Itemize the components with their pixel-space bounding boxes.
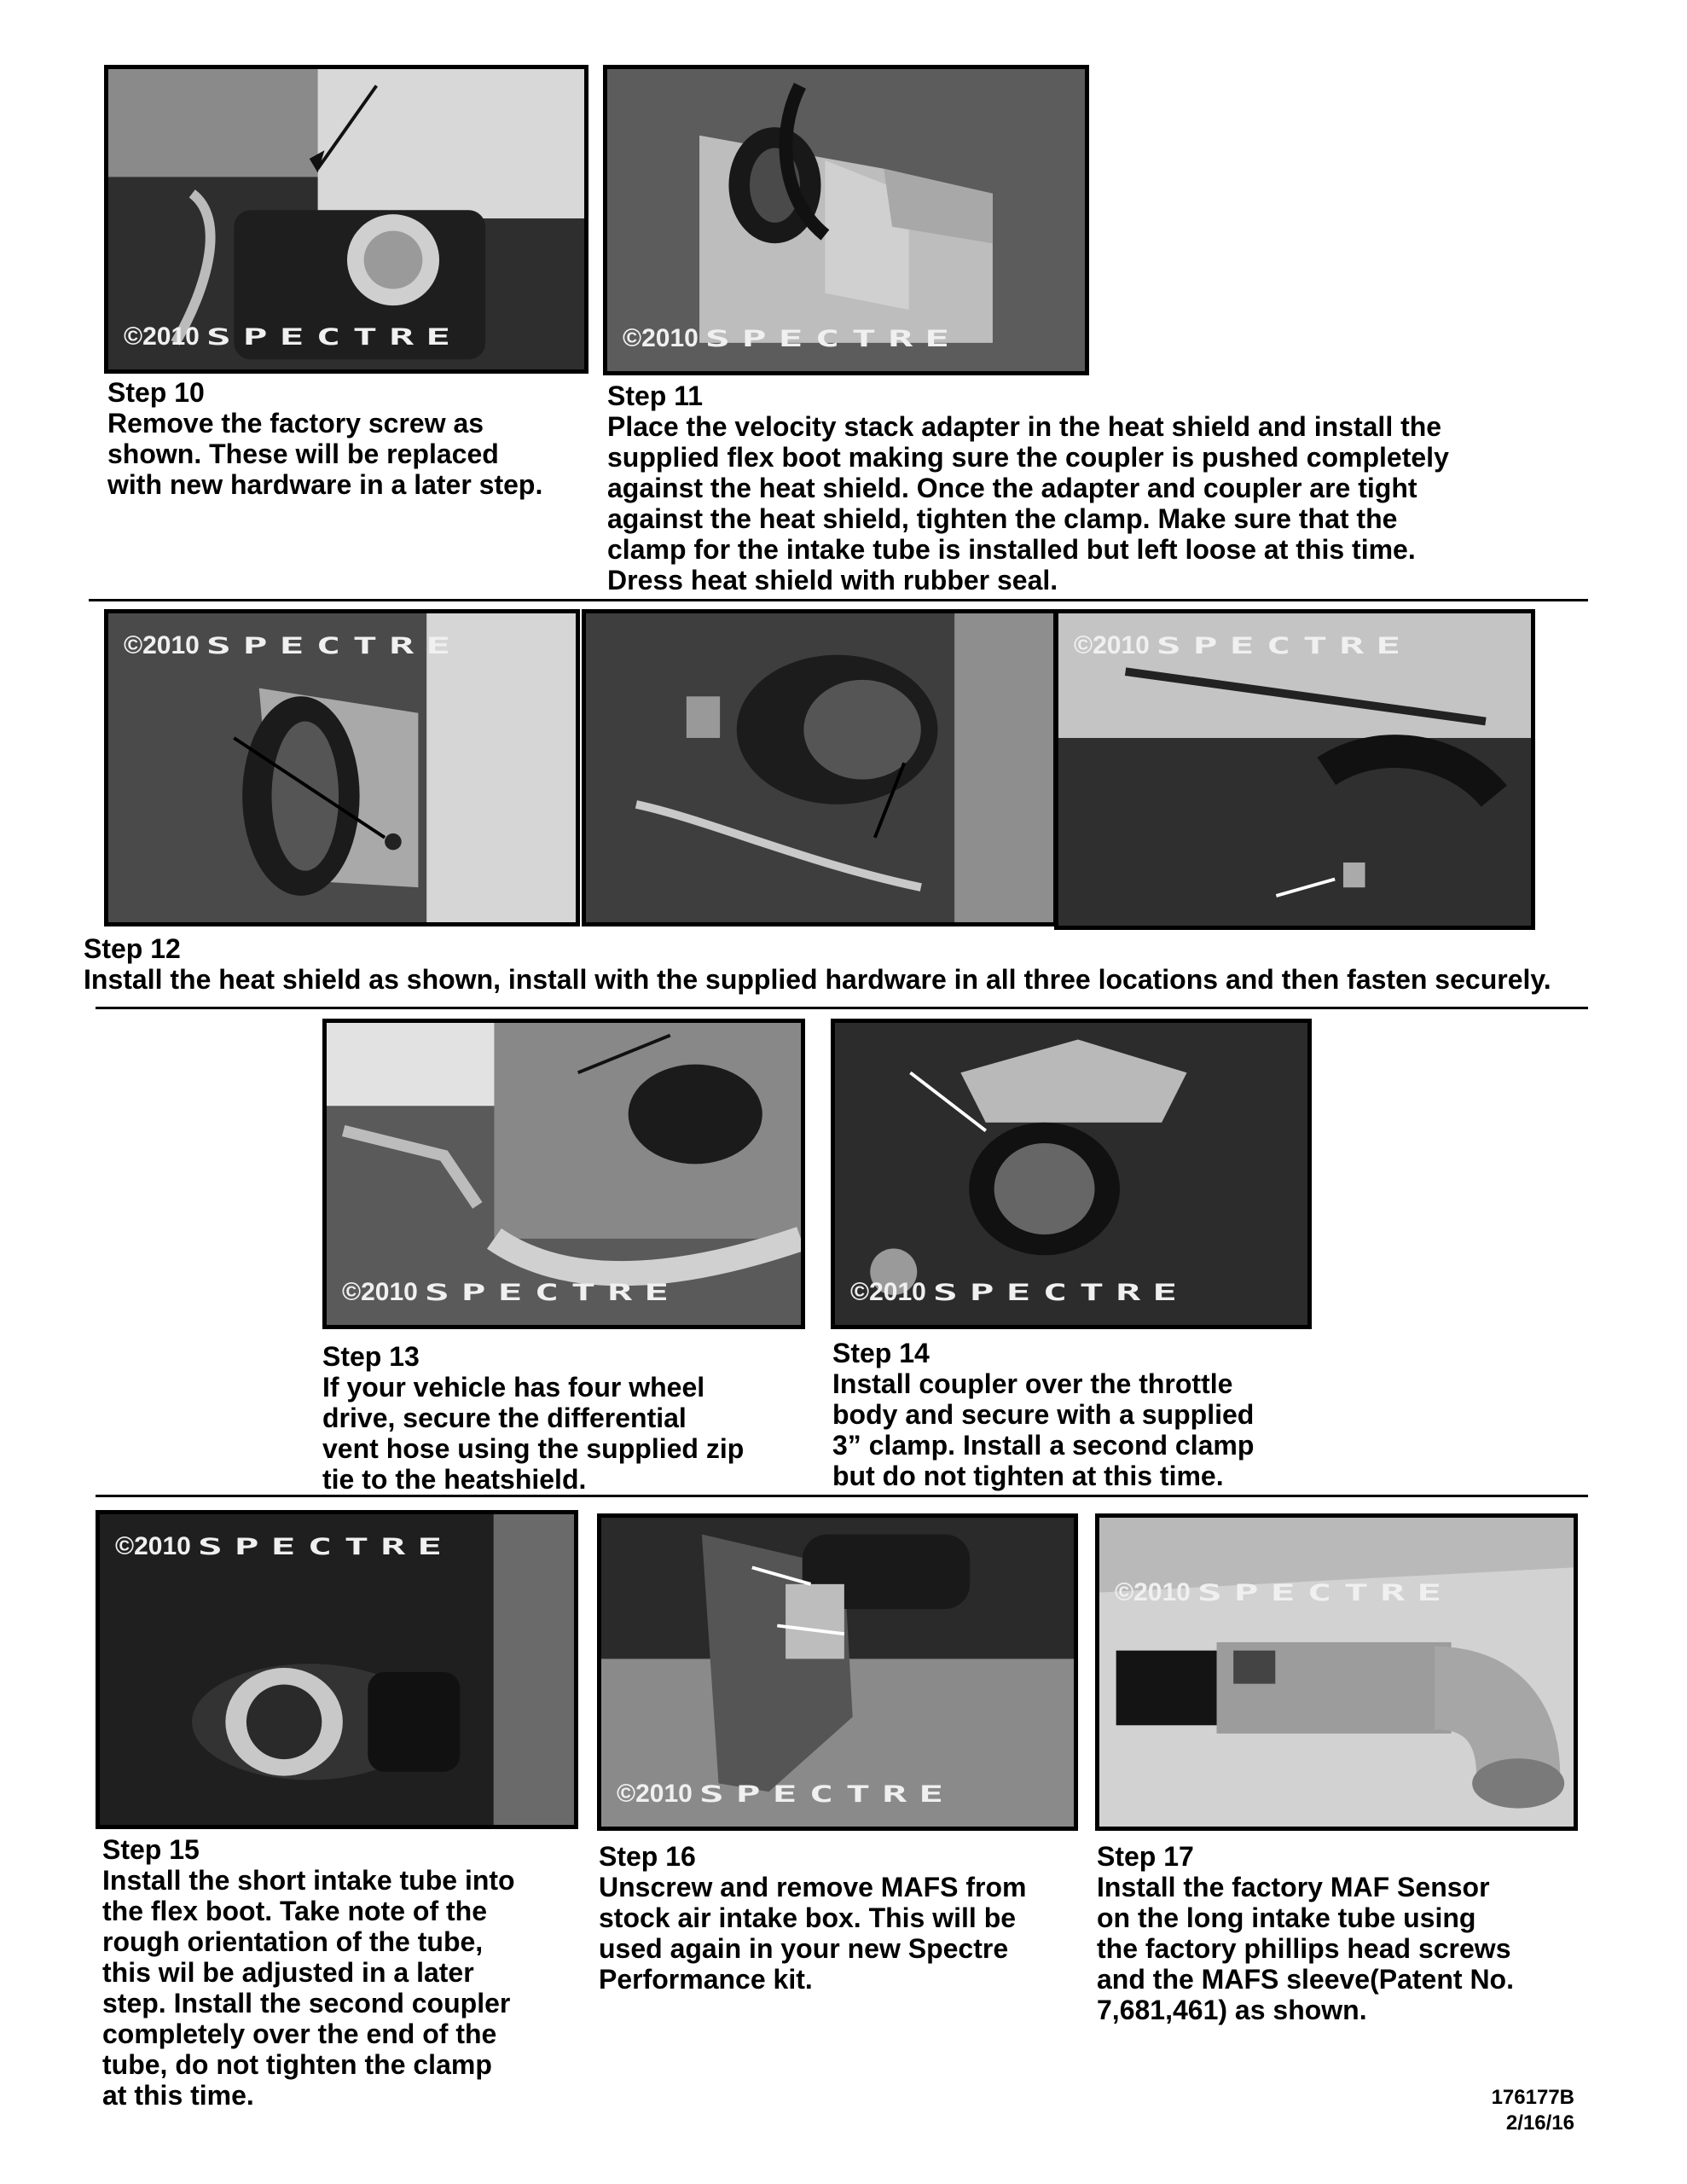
step11-title: Step 11: [607, 380, 704, 411]
step15-photo: [96, 1510, 578, 1829]
step16-photo: [597, 1513, 1078, 1831]
step15-text: Install the short intake tube into the flex boot. Take note of the rough orientation of the tube, this wil be adjusted in a later step. Install the second coupler completely over the end of the tube, do not tighten the clamp at this time.: [102, 1865, 515, 2111]
step11-text: Place the velocity stack adapter in the heat shield and install the supplied flex boot making sure the coupler is pushed completely against the heat shield. Once the adapter and coupler are tight against the heat shield, tighten the clamp. Make sure that the clamp for the intake tube is installed but left loose at this time. Dress heat shield with rubber seal.: [607, 411, 1449, 595]
step12-title: Step 12: [84, 933, 181, 964]
divider-2: [96, 1007, 1588, 1009]
step14-photo: [831, 1019, 1312, 1329]
step17-photo: [1095, 1513, 1578, 1831]
step12-photo-middle: [582, 609, 1058, 926]
watermark: ©2010 SPECTRE: [850, 1278, 1190, 1306]
step13-title: Step 13: [322, 1341, 420, 1372]
step12-text: Install the heat shield as shown, install with the supplied hardware in all three locations and then fasten securely.: [84, 964, 1551, 995]
step11-photo: [603, 65, 1089, 375]
step17-text: Install the factory MAF Sensor on the long intake tube using the factory phillips head screws and the MAFS sleeve(Patent No. 7,681,461) as shown.: [1097, 1872, 1514, 2025]
watermark: ©2010 SPECTRE: [623, 324, 962, 352]
step17-caption: [1097, 1841, 1609, 2025]
step14-caption: [832, 1338, 1327, 1491]
document-number: [1492, 2085, 1574, 2136]
step11-caption: [607, 380, 1597, 595]
step16-caption: [599, 1841, 1093, 1995]
watermark: ©2010 SPECTRE: [617, 1780, 956, 1808]
part-number: 176177B: [1491, 2086, 1574, 2109]
step12-caption: [84, 933, 1619, 995]
step16-text: Unscrew and remove MAFS from stock air intake box. This will be used again in your new Spectre Performance kit.: [599, 1872, 1027, 1995]
watermark: ©2010 SPECTRE: [342, 1278, 681, 1306]
watermark: ©2010 SPECTRE: [115, 1532, 455, 1560]
revision-date: 2/16/16: [1505, 2111, 1574, 2135]
step16-title: Step 16: [599, 1841, 696, 1872]
step10-title: Step 10: [107, 377, 205, 408]
step17-title: Step 17: [1097, 1841, 1194, 1872]
step10-photo: [104, 65, 588, 374]
watermark: ©2010 SPECTRE: [124, 631, 463, 659]
step14-title: Step 14: [832, 1338, 930, 1368]
step15-caption: [102, 1834, 597, 2111]
step13-caption: [322, 1341, 817, 1495]
step13-text: If your vehicle has four wheel drive, secure the differential vent hose using the supplied zip tie to the heatshield.: [322, 1372, 745, 1495]
step12-photo-left: [104, 609, 580, 926]
divider-1: [89, 599, 1588, 601]
divider-3: [96, 1495, 1588, 1497]
step12-photo-right: [1054, 609, 1535, 930]
step10-text: Remove the factory screw as shown. These will be replaced with new hardware in a later step.: [107, 408, 543, 500]
step15-title: Step 15: [102, 1834, 200, 1865]
watermark: ©2010 SPECTRE: [124, 322, 463, 351]
watermark: ©2010 SPECTRE: [1115, 1578, 1454, 1606]
step14-text: Install coupler over the throttle body and secure with a supplied 3” clamp. Install a second clamp but do not tighten at this time.: [832, 1368, 1255, 1491]
step13-photo: [322, 1019, 805, 1329]
step10-caption: [107, 377, 602, 500]
watermark: ©2010 SPECTRE: [1074, 631, 1413, 659]
